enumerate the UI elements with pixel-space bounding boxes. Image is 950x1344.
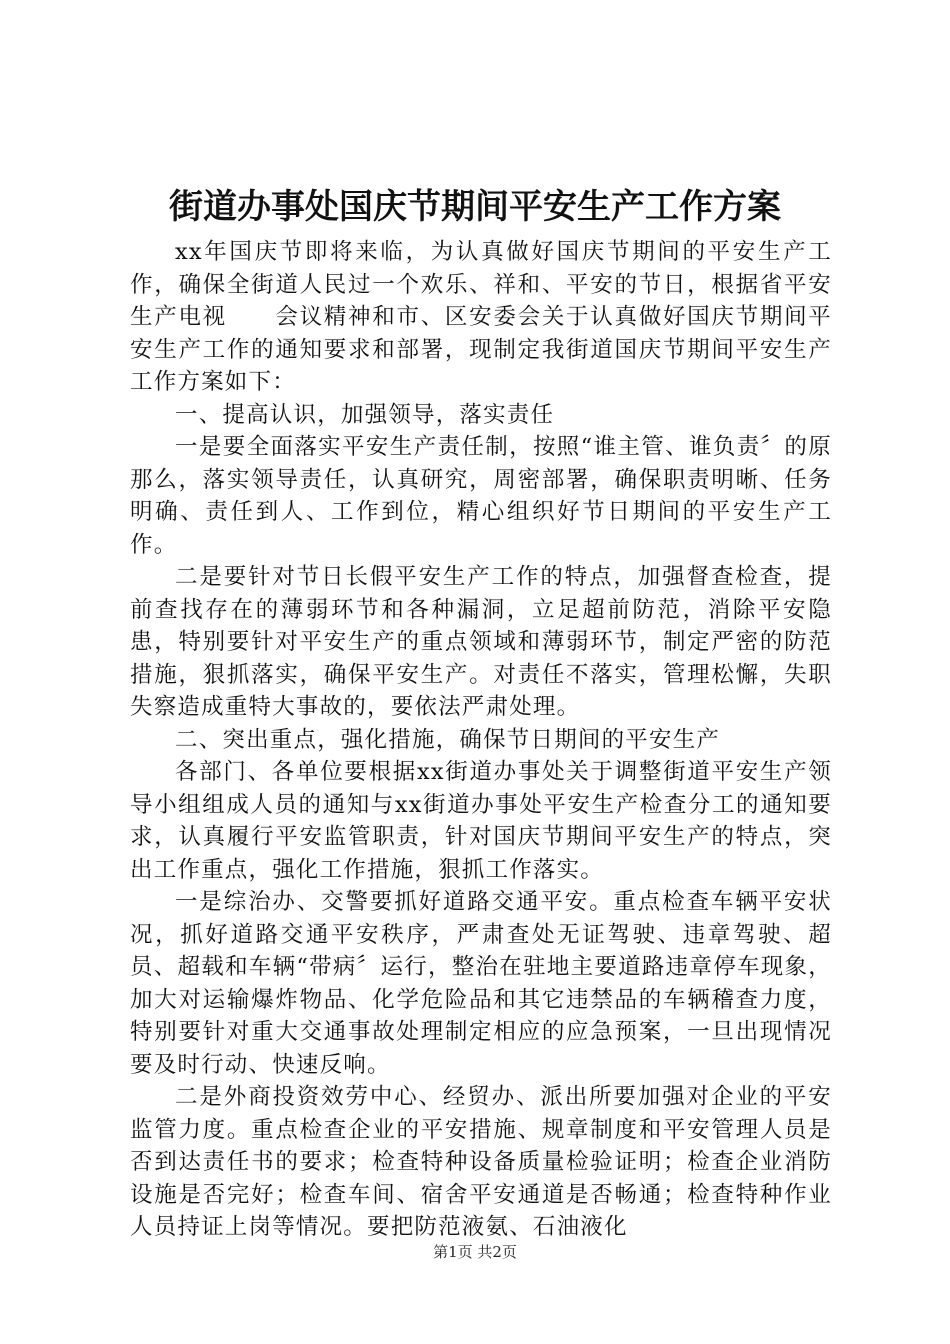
document-body	[130, 236, 832, 1244]
paragraph-intro: xx年国庆节即将来临，为认真做好国庆节期间的平安生产工作，确保全街道人民过一个欢乐、祥和、平安的节日，根据省平安生产电视 会议精神和市、区安委会关于认真做好国庆节期间平安生产工作的通知要求和部署，现制定我街道国庆节期间平安生产工作方案如下：	[130, 239, 832, 395]
section-heading-2: 二、突出重点，强化措施，确保节日期间的平安生产	[175, 726, 721, 753]
page-number-footer: 第1页 共2页	[433, 1243, 517, 1261]
paragraph-1-2: 二是要针对节日长假平安生产工作的特点，加强督查检查，提前查找存在的薄弱环节和各种漏洞，立足超前防范，消除平安隐患，特别要针对平安生产的重点领域和薄弱环节，制定严密的防范措施，狠抓落实，确保平安生产。对责任不落实，管理松懈，失职失察造成重特大事故的，要依法严肃处理。	[130, 564, 832, 720]
paragraph-2-1: 一是综治办、交警要抓好道路交通平安。重点检查车辆平安状况，抓好道路交通平安秩序，严肃查处无证驾驶、违章驾驶、超员、超载和车辆“带病〞运行，整治在驻地主要道路违章停车现象，加大对运输爆炸物品、化学危险品和其它违禁品的车辆稽查力度，特别要针对重大交通事故处理制定相应的应急预案，一旦出现情况要及时行动、快速反响。	[130, 889, 832, 1078]
paragraph-2-0: 各部门、各单位要根据xx街道办事处关于调整街道平安生产领导小组组成人员的通知与xx街道办事处平安生产检查分工的通知要求，认真履行平安监管职责，针对国庆节期间平安生产的特点，突出工作重点，强化工作措施，狠抓工作落实。	[130, 759, 832, 883]
section-heading-1: 一、提高认识，加强领导，落实责任	[175, 401, 555, 428]
document-title: 街道办事处国庆节期间平安生产工作方案	[169, 187, 781, 227]
paragraph-2-2: 二是外商投资效劳中心、经贸办、派出所要加强对企业的平安监管力度。重点检查企业的平安措施、规章制度和平安管理人员是否到达责任书的要求；检查特种设备质量检验证明；检查企业消防设施是否完好；检查车间、宿舍平安通道是否畅通；检查特种作业人员持证上岗等情况。要把防范液氨、石油液化	[130, 1084, 832, 1240]
paragraph-1-1: 一是要全面落实平安生产责任制，按照“谁主管、谁负责〞的原那么，落实领导责任，认真研究，周密部署，确保职责明晰、任务明确、责任到人、工作到位，精心组织好节日期间的平安生产工作。	[130, 434, 832, 558]
